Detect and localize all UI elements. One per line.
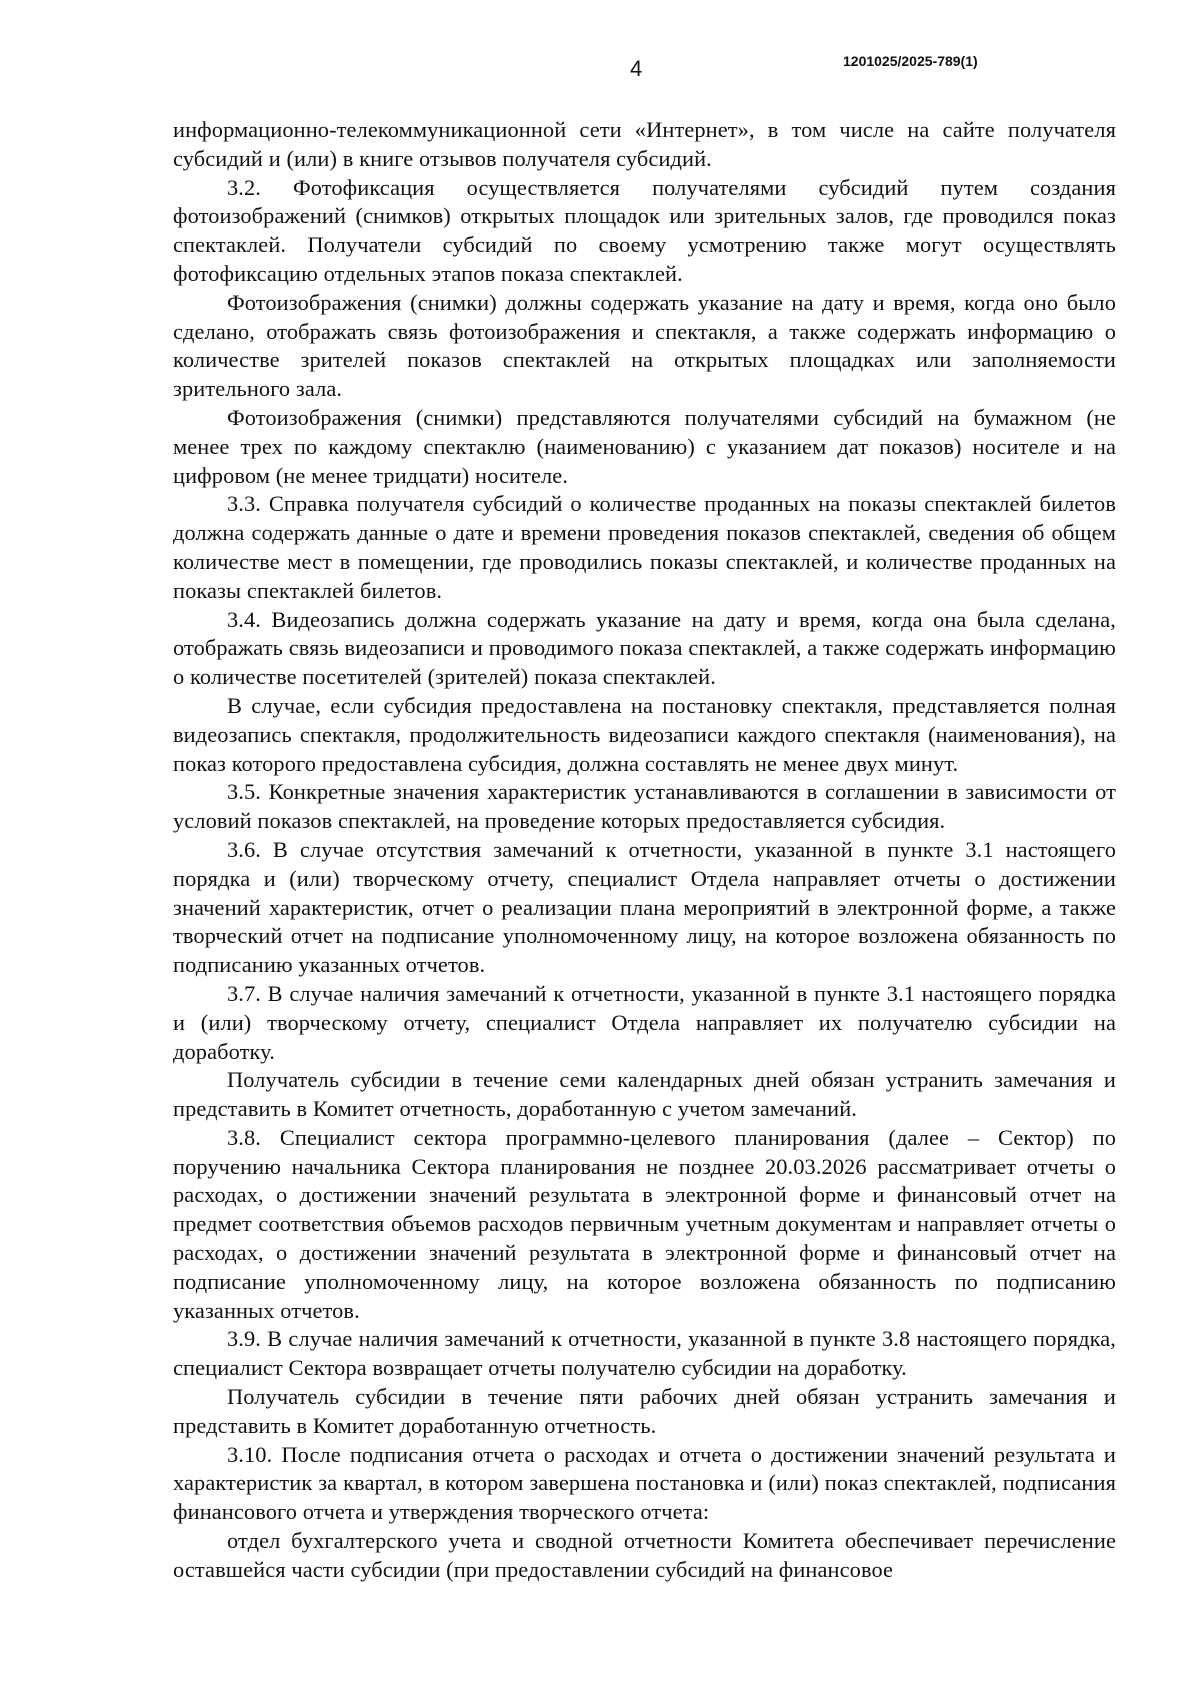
paragraph-photo-requirements: Фотоизображения (снимки) должны содержать указание на дату и время, когда оно было сделано, отображать связь фотоизображения и спектакля, а также содержать информацию о количестве зрителей показов спектаклей на открытых площадках или заполняемости зрительного зала. (173, 289, 1116, 402)
paragraph-3-9: 3.9. В случае наличия замечаний к отчетности, указанной в пункте 3.8 настоящего порядка, специалист Сектора возвращает отчеты получателю субсидии на доработку. (173, 1326, 1116, 1381)
document-code: 1201025/2025-789(1) (843, 53, 978, 69)
paragraph-video-staging: В случае, если субсидия предоставлена на постановку спектакля, представляется полная видеозапись спектакля, продолжительность видеозаписи каждого спектакля (наименования), на показ которого предоставлена субсидия, должна составлять не менее двух минут. (173, 692, 1116, 776)
paragraph-3-10: 3.10. После подписания отчета о расходах и отчета о достижении значений результата и характеристик за квартал, в котором завершена постановка и (или) показ спектаклей, подписания финансового отчета и утверждения творческого отчета: (173, 1441, 1116, 1525)
paragraph-3-6: 3.6. В случае отсутствия замечаний к отчетности, указанной в пункте 3.1 настоящего порядка и (или) творческому отчету, специалист Отдела направляет отчеты о достижении значений характеристик, отчет о реализации плана мероприятий в электронной форме, а также творческий отчет на подписание уполномоченному лицу, на которое возложена обязанность по подписанию указанных отчетов. (173, 836, 1116, 978)
paragraph-accounting: отдел бухгалтерского учета и сводной отчетности Комитета обеспечивает перечисление оставшейся части субсидии (при предоставлении субсидий на финансовое (173, 1528, 1116, 1582)
document-body (173, 116, 1116, 1585)
paragraph-3-7: 3.7. В случае наличия замечаний к отчетности, указанной в пункте 3.1 настоящего порядка и (или) творческому отчету, специалист Отдела направляет их получателю субсидии на доработку. (173, 980, 1116, 1064)
paragraph-3-2: 3.2. Фотофиксация осуществляется получателями субсидий путем создания фотоизображений (снимков) открытых площадок или зрительных залов, где проводился показ спектаклей. Получатели субсидий по своему усмотрению также могут осуществлять фотофиксацию отдельных этапов показа спектаклей. (173, 174, 1116, 286)
paragraph-five-days: Получатель субсидии в течение пяти рабочих дней обязан устранить замечания и представить в Комитет доработанную отчетность. (173, 1384, 1116, 1438)
paragraph-continuation: информационно-телекоммуникационной сети «Интернет», в том числе на сайте получателя субсидий и (или) в книге отзывов получателя субсидий. (173, 117, 1116, 171)
paragraph-3-8: 3.8. Специалист сектора программно-целевого планирования (далее – Сектор) по поручению начальника Сектора планирования не позднее 20.03.2026 рассматривает отчеты о расходах, о достижении значений результата в электронной форме и финансовый отчет на предмет соответствия объемов расходов первичным учетным документам и направляет отчеты о расходах, о достижении значений результата в электронной форме и финансовый отчет на подписание уполномоченному лицу, на которое возложена обязанность по подписанию указанных отчетов. (173, 1124, 1116, 1323)
paragraph-3-4: 3.4. Видеозапись должна содержать указание на дату и время, когда она была сделана, отображать связь видеозаписи и проводимого показа спектаклей, а также содержать информацию о количестве посетителей (зрителей) показа спектаклей. (173, 606, 1116, 690)
paragraph-3-3: 3.3. Справка получателя субсидий о количестве проданных на показы спектаклей билетов должна содержать данные о дате и времени проведения показов спектаклей, сведения об общем количестве мест в помещении, где проводились показы спектаклей, и количестве проданных на показы спектаклей билетов. (173, 491, 1116, 603)
paragraph-photo-submission: Фотоизображения (снимки) представляются получателями субсидий на бумажном (не менее трех по каждому спектаклю (наименованию) с указанием дат показов) носителе и на цифровом (не менее тридцати) носителе. (173, 404, 1116, 488)
paragraph-3-5: 3.5. Конкретные значения характеристик устанавливаются в соглашении в зависимости от условий показов спектаклей, на проведение которых предоставляется субсидия. (173, 779, 1116, 834)
page-number: 4 (630, 56, 643, 81)
paragraph-seven-days: Получатель субсидии в течение семи календарных дней обязан устранить замечания и представить в Комитет отчетность, доработанную с учетом замечаний. (173, 1067, 1116, 1122)
